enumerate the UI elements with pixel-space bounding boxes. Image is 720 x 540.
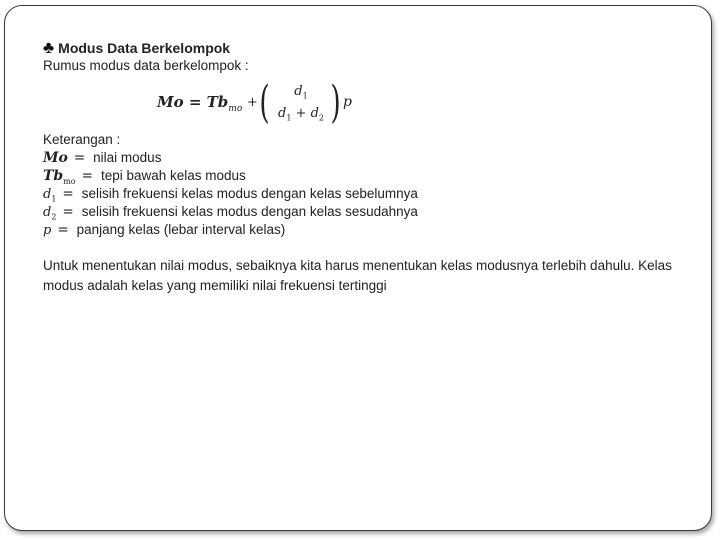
legend-symbol: $d_1$: [43, 187, 57, 204]
legend-symbol: $Tb_{mo}$: [43, 168, 76, 186]
legend-item: Mo = nilai modus: [43, 149, 703, 167]
fraction-numerator: $d_1$: [294, 84, 308, 101]
formula-plus: +: [247, 95, 258, 110]
legend-desc: panjang kelas (lebar interval kelas): [76, 222, 286, 237]
fraction-denominator: $d_1 + d_2$: [278, 106, 324, 123]
right-paren: ): [330, 77, 341, 128]
legend-desc: nilai modus: [93, 150, 162, 165]
left-paren: (: [259, 77, 270, 128]
legend-desc: selisih frekuensi kelas modus dengan kelas sebelumnya: [81, 186, 418, 201]
legend-symbol: p: [43, 223, 52, 238]
formula-p: p: [343, 94, 352, 110]
heading-text: Modus Data Berkelompok: [58, 40, 231, 56]
legend-symbol: $d_2$: [43, 205, 57, 222]
formula-lhs: $Mo = Tb_{mo}$: [157, 93, 243, 114]
content-area: [43, 39, 703, 296]
section-heading: [43, 39, 703, 57]
legend-title: Keterangan :: [43, 132, 121, 147]
intro-text: Rumus modus data berkelompok :: [43, 58, 249, 73]
legend-desc: tepi bawah kelas modus: [100, 168, 246, 183]
slide-frame: [4, 5, 712, 531]
legend-symbol: Mo: [43, 150, 68, 166]
legend-desc: selisih frekuensi kelas modus dengan kelas sesudahnya: [81, 204, 418, 219]
legend-item: p = panjang kelas (lebar interval kelas): [43, 221, 703, 239]
formula-fraction: [272, 81, 330, 125]
club-icon: ♣: [43, 38, 55, 57]
legend-item: $d_2$ = selisih frekuensi kelas modus dengan kelas sesudahnya: [43, 203, 703, 221]
legend-item: $d_1$ = selisih frekuensi kelas modus dengan kelas sebelumnya: [43, 185, 703, 203]
legend-item: $Tb_{mo}$ = tepi bawah kelas modus: [43, 167, 703, 185]
explanation-paragraph: Untuk menentukan nilai modus, sebaiknya kita harus menentukan kelas modusnya terlebih dahulu. Kelas modus adalah kelas yang memiliki nilai frekuensi tertinggi: [43, 258, 672, 293]
mode-formula: [43, 79, 703, 131]
